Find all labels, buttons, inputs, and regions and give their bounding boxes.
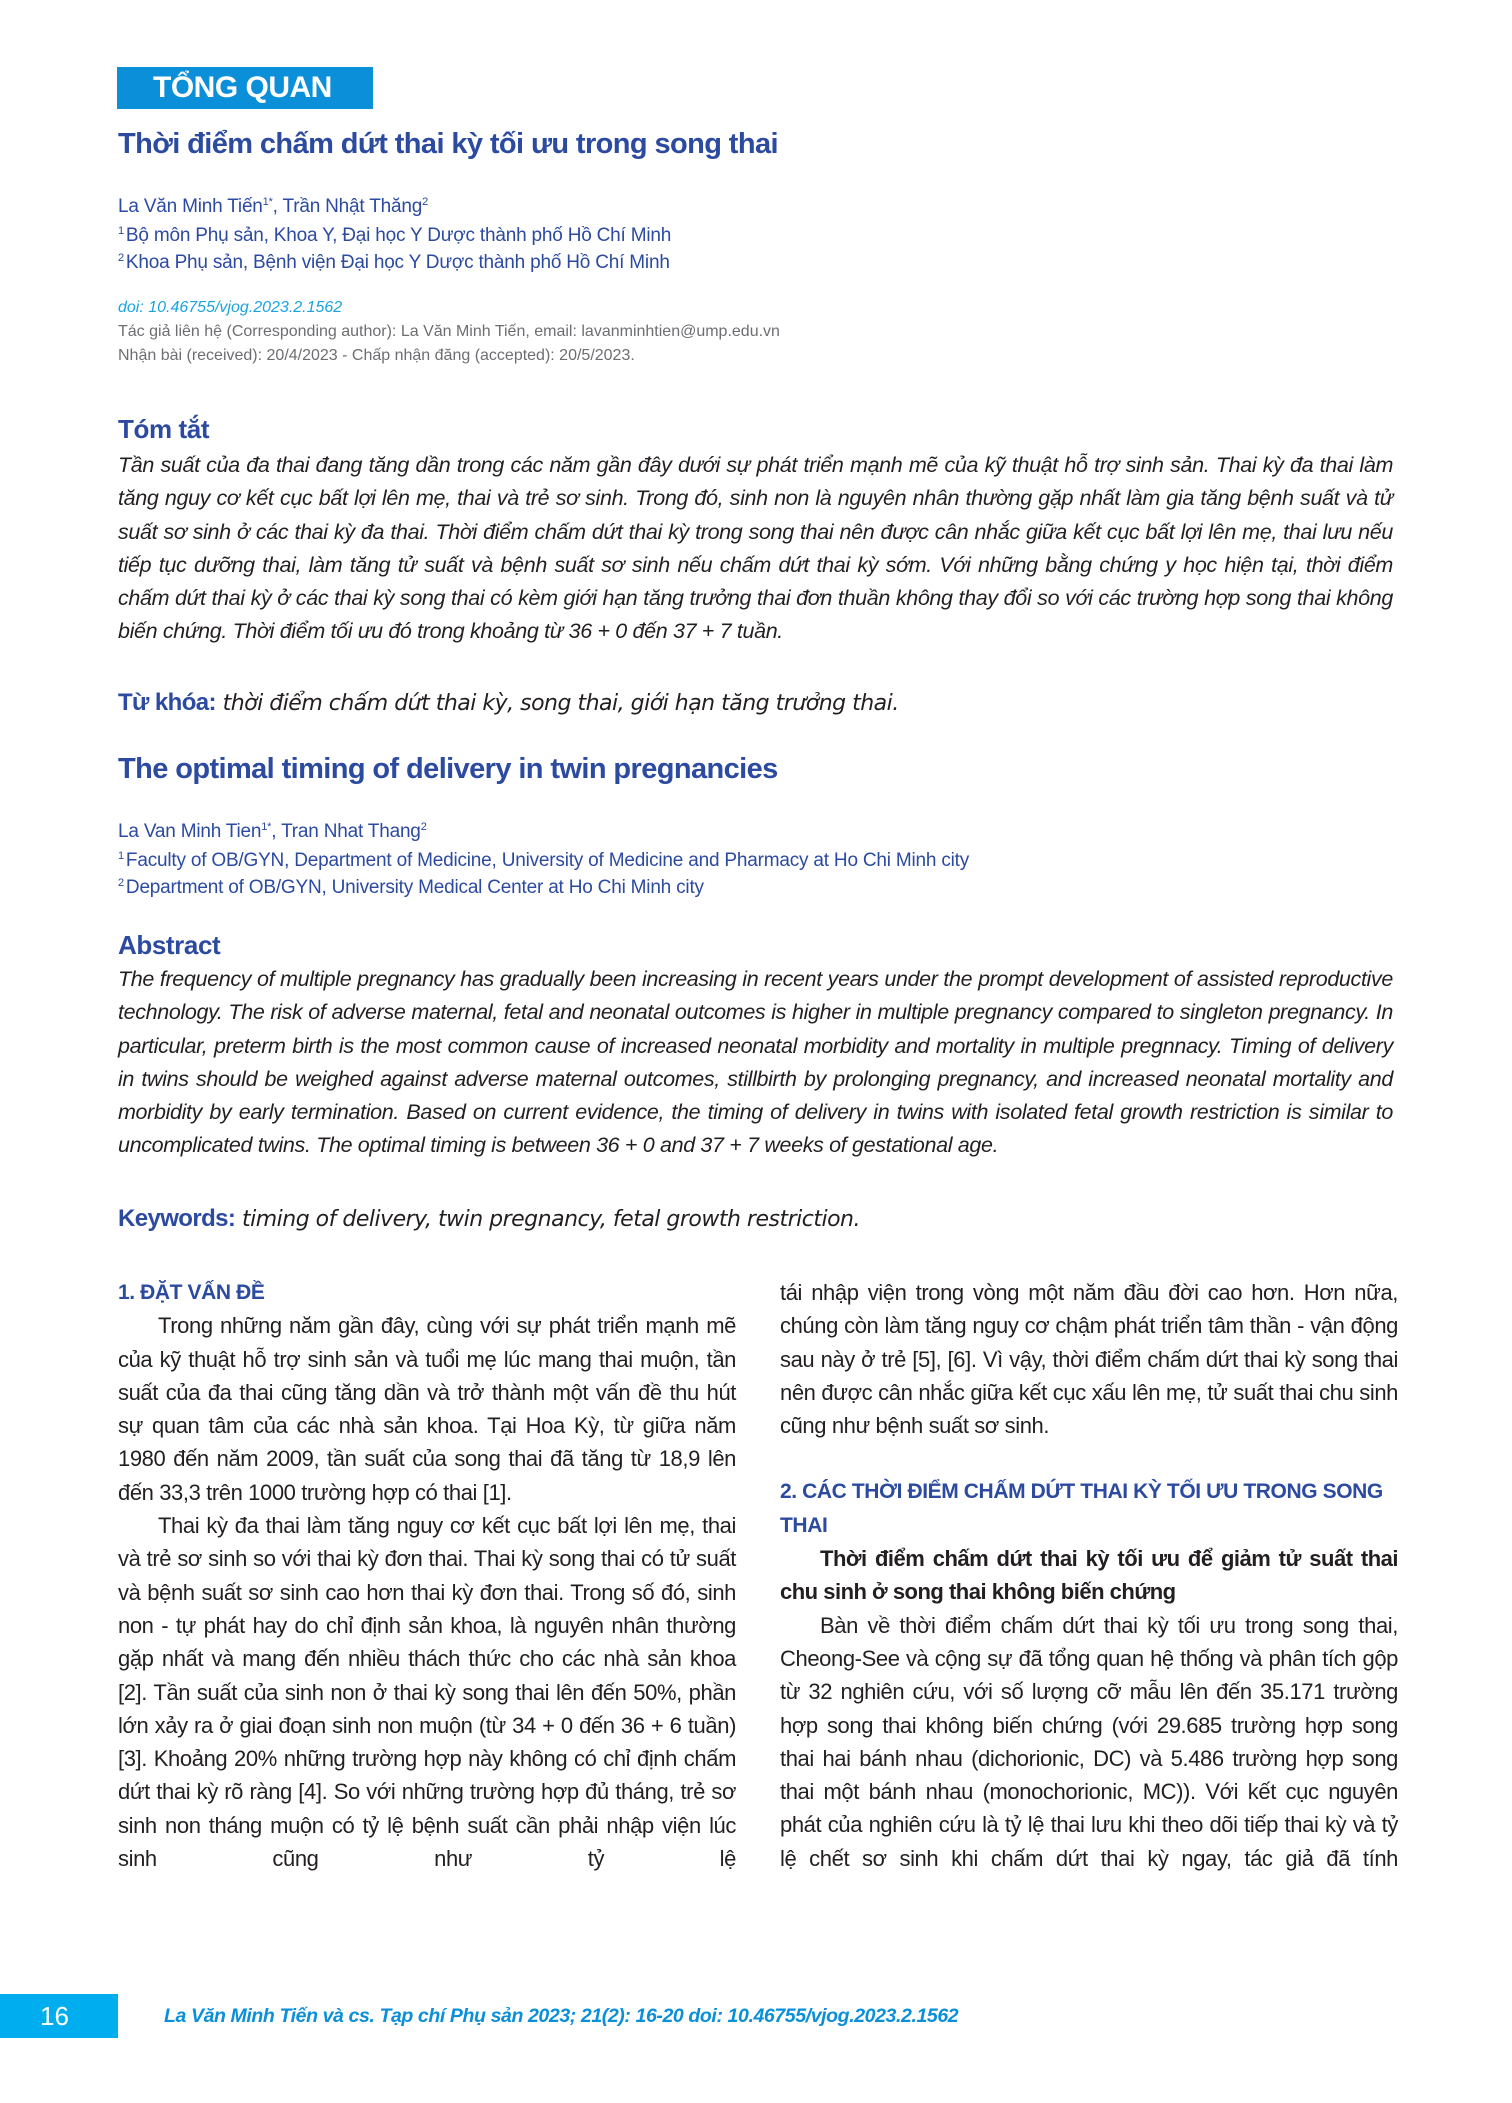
abstract-heading-vn: Tóm tắt (118, 414, 210, 444)
section-1-paragraph-2-continued: tái nhập viện trong vòng một năm đầu đời cao hơn. Hơn nữa, chúng còn làm tăng nguy cơ chậm phát triển tâm thần - vận động sau này ở trẻ [5], [6]. Vì vậy, thời điểm chấm dứt thai kỳ song thai nên được cân nhắc giữa kết cục xấu lên mẹ, tử suất thai chu sinh cũng như bệnh suất sơ sinh. (780, 1280, 1398, 1439)
keywords-vn (118, 687, 899, 720)
author-sup: 1* (261, 821, 272, 833)
page-number: 16 (40, 2001, 69, 2031)
author-sup: 1* (262, 196, 273, 208)
section-tag: TỔNG QUAN (117, 67, 373, 109)
abstract-text-vn: Tần suất của đa thai đang tăng dần trong các năm gần đây dưới sự phát triển mạnh mẽ của kỹ thuật hỗ trợ sinh sản. Thai kỳ đa thai làm tăng nguy cơ kết cục bất lợi lên mẹ, thai và trẻ sơ sinh. Trong đó, sinh non là nguyên nhân thường gặp nhất làm gia tăng bệnh suất và tử suất sơ sinh ở các thai kỳ đa thai. Thời điểm chấm dứt thai kỳ trong song thai nên được cân nhắc giữa kết cục bất lợi lên mẹ, thai lưu nếu tiếp tục dưỡng thai, làm tăng tử suất và bệnh suất sơ sinh nếu chấm dứt thai kỳ sớm. Với những bằng chứng y học hiện tại, thời điểm chấm dứt thai kỳ ở các thai kỳ song thai có kèm giới hạn tăng trưởng thai đơn thuần không thay đổi so với các trường hợp song thai không biến chứng. Thời điểm tối ưu đó trong khoảng từ 36 + 0 đến 37 + 7 tuần. (118, 453, 1393, 644)
keywords-en (118, 1203, 860, 1236)
keywords-value: timing of delivery, twin pregnancy, fetal growth restriction. (241, 1207, 860, 1232)
author-list-en (118, 819, 427, 845)
author-sup: 2 (420, 821, 427, 833)
footer-citation: La Văn Minh Tiến và cs. Tạp chí Phụ sản 2023; 21(2): 16-20 doi: 10.46755/vjog.2023.2.1562 (164, 2005, 959, 2027)
affiliation-vn-2: $^2$ Khoa Phụ sản, Bệnh viện Đại học Y Dược thành phố Hồ Chí Minh (118, 252, 670, 273)
corresponding-author: Tác giả liên hệ (Corresponding author): La Văn Minh Tiến, email: lavanminhtien@ump.edu.vn (118, 323, 780, 340)
author-sep: , (272, 196, 283, 217)
keywords-value: thời điểm chấm dứt thai kỳ, song thai, giới hạn tăng trưởng thai. (222, 691, 899, 716)
affiliation-en-2: $^2$ Department of OB/GYN, University Medical Center at Ho Chi Minh city (118, 877, 704, 898)
doi-link[interactable]: doi: 10.46755/vjog.2023.2.1562 (118, 299, 343, 316)
section-2-subheading: Thời điểm chấm dứt thai kỳ tối ưu để giảm tử suất thai chu sinh ở song thai không biến chứng (780, 1546, 1398, 1605)
author-name: La Văn Minh Tiến (118, 196, 263, 217)
author-sep: , (271, 821, 282, 842)
body-column-right (780, 1276, 1398, 1875)
author-list-vn (118, 194, 428, 220)
section-2-paragraph-1: Bàn về thời điểm chấm dứt thai kỳ tối ưu trong song thai, Cheong-See và cộng sự đã tổng quan hệ thống và phân tích gộp từ 32 nghiên cứu, với số lượng cỡ mẫu lên đến 35.171 trường hợp song thai không biến chứng (với 29.685 trường hợp song thai hai bánh nhau (dichorionic, DC) và 5.486 trường hợp song thai một bánh nhau (monochorionic, MC)). Với kết cục nguyên phát của nghiên cứu là tỷ lệ thai lưu khi theo dõi tiếp thai kỳ và tỷ lệ chết sơ sinh khi chấm dứt thai kỳ ngay, tác giả đã tính (780, 1612, 1398, 1871)
received-accepted-dates: Nhận bài (received): 20/4/2023 - Chấp nhận đăng (accepted): 20/5/2023. (118, 347, 635, 364)
keywords-label: Keywords: (118, 1205, 236, 1232)
keywords-label: Từ khóa: (118, 689, 216, 716)
author-sup: 2 (422, 196, 429, 208)
article-title-vn: Thời điểm chấm dứt thai kỳ tối ưu trong song thai (118, 128, 778, 160)
author-name: La Van Minh Tien (118, 821, 262, 842)
section-1-paragraph-1: Trong những năm gần đây, cùng với sự phát triển mạnh mẽ của kỹ thuật hỗ trợ sinh sản và tuổi mẹ lúc mang thai muộn, tần suất của đa thai cũng tăng dần và trở thành một vấn đề thu hút sự quan tâm của các nhà sản khoa. Tại Hoa Kỳ, từ giữa năm 1980 đến năm 2009, tần suất của song thai đã tăng từ 18,9 lên đến 33,3 trên 1000 trường hợp có thai [1]. (118, 1313, 736, 1505)
article-title-en: The optimal timing of delivery in twin pregnancies (118, 753, 778, 785)
affiliation-en-1: $^1$ Faculty of OB/GYN, Department of Medicine, University of Medicine and Pharmacy at Ho Chi Minh city (118, 850, 970, 871)
page-number-box (0, 1994, 118, 2038)
author-name: Trần Nhật Thăng (282, 196, 423, 217)
affiliation-vn-1: $^1$ Bộ môn Phụ sản, Khoa Y, Đại học Y Dược thành phố Hồ Chí Minh (118, 225, 672, 246)
body-column-left (118, 1276, 736, 1875)
section-2-heading: 2. CÁC THỜI ĐIỂM CHẤM DỨT THAI KỲ TỐI ƯU TRONG SONG THAI (780, 1480, 1383, 1537)
section-1-paragraph-2: Thai kỳ đa thai làm tăng nguy cơ kết cục bất lợi lên mẹ, thai và trẻ sơ sinh so với thai kỳ đơn thai. Thai kỳ song thai có tử suất và bệnh suất sơ sinh cao hơn thai kỳ đơn thai. Trong số đó, sinh non - tự phát hay do chỉ định sản khoa, là nguyên nhân thường gặp nhất và mang đến nhiều thách thức cho các nhà sản khoa [2]. Tần suất của sinh non ở thai kỳ song thai lên đến 50%, phần lớn xảy ra ở giai đoạn sinh non muộn (từ 34 + 0 đến 36 + 6 tuần) [3]. Khoảng 20% những trường hợp này không có chỉ định chấm dứt thai kỳ rõ ràng [4]. So với những trường hợp đủ tháng, trẻ sơ sinh non tháng muộn có tỷ lệ bệnh suất cần phải nhập viện lúc sinh cũng như tỷ lệ (118, 1513, 736, 1872)
author-name: Tran Nhat Thang (281, 821, 421, 842)
abstract-heading-en: Abstract (118, 930, 221, 960)
abstract-text-en: The frequency of multiple pregnancy has gradually been increasing in recent years under the prompt development of assisted reproductive technology. The risk of adverse maternal, fetal and neonatal outcomes is higher in multiple pregnancy compared to singleton pregnancy. In particular, preterm birth is the most common cause of increased neonatal morbidity and mortality in multiple pregnnacy. Timing of delivery in twins should be weighed against adverse maternal outcomes, stillbirth by prolonging pregnancy, and increased neonatal mortality and morbidity by early termination. Based on current evidence, the timing of delivery in twins with isolated fetal growth restriction is similar to uncomplicated twins. The optimal timing is between 36 + 0 and 37 + 7 weeks of gestational age. (118, 967, 1393, 1158)
section-1-heading: 1. ĐẶT VẤN ĐỀ (118, 1281, 265, 1304)
